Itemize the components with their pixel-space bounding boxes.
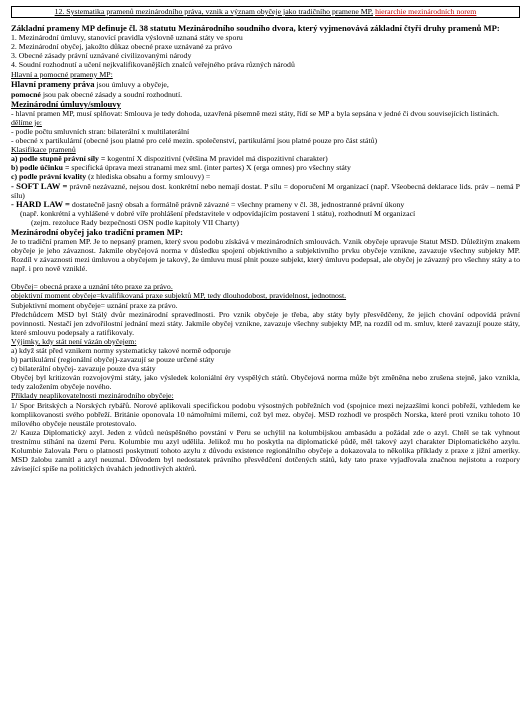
section-gap: [11, 273, 520, 282]
classification-rest: (z hlediska obsahu a formy smlouvy) =: [86, 172, 211, 182]
treaties-desc: - hlavní pramen MP, musí splňovat: Smlouva je tedy dohoda, uzavřená písemně mezi státy, řídí se MP a byla sepsána v jedné či dvou souvisejících listinách.: [11, 108, 499, 118]
intro-item: 3. Obecné zásady právní uznávané civilizovanými národy: [11, 51, 192, 61]
custom-definition: Obyčej= obecná praxe a uznání této praxe za právo.: [11, 282, 173, 292]
objective-moment: objektivní moment obyčeje=kvalifikovaná praxe subjektů MP, tedy dlouhodobost, pravidelnost, jednotnost.: [11, 291, 347, 301]
classification-bold: a) podle stupně právní síly =: [11, 154, 106, 164]
custom-heading: Mezinárodní obyčej jako tradiční pramen MP:: [11, 226, 183, 237]
intro-heading: Základní prameny MP definuje čl. 38 statutu Mezinárodního soudního dvora, který vyjmenovává základní čtyři druhy pramenů MP:: [11, 23, 500, 34]
title-main: 12. Systematika pramenů mezinárodního práva, vznik a význam obyčeje jako tradičního pramene MP,: [54, 7, 374, 16]
exceptions-label: Výjimky, kdy stát není vázán obyčejem:: [11, 336, 137, 346]
exception-item: b) partikulární (regionální obyčej)-zavazují se pouze určené státy: [11, 355, 215, 365]
division-label: dělíme je:: [11, 117, 42, 127]
soft-law: [11, 182, 520, 200]
division-item: - obecné x partikulární (obecné jsou platné pro celé mezin. společenství, partikulární jsou platné pouze pro část států): [11, 136, 378, 146]
sources-line1: [11, 79, 520, 90]
intro-item: 2. Mezinárodní obyčej, jakožto důkaz obecné praxe uznávané za právo: [11, 42, 233, 52]
classification-rest: specifická úprava mezi stranami mez sml. (inter partes) X (erga omnes) pro všechny státy: [69, 163, 351, 173]
sources-line1-bold: Hlavní prameny práva: [11, 78, 95, 89]
examples-heading: Příklady neaplikovatelnosti mezinárodního obyčeje:: [11, 391, 174, 401]
sources-heading: Hlavní a pomocné prameny MP:: [11, 69, 113, 79]
intro-item: 1. Mezinárodní úmluvy, stanovící pravidla výslovně uznaná státy ve sporu: [11, 33, 243, 43]
intro-item: 4. Soudní rozhodnutí a učení nejkvalifikovanějších znalců veřejného práva různých národů: [11, 60, 295, 70]
custom-paragraph: Je to tradiční pramen MP. Je to nepsaný pramen, který svou podobu získává v mezinárodních smlouvách. Vznik obyčeje upravuje Statut MSD. Důležitým znakem obyčeje je jeho závaznost. Jakmile obyčejová norma v důsledku spojení objektivního a subjektivního prvku obyčeje vznikne, zavazuje všechny subjekty MP. Rozdíl v závaznosti mezi úmluvou a obyčejem je takový, že úmluvu musí plnit pouze subjekt, který úmluvu podepsal, ale obyčej je závazný pro všechny státy a to např. i pro nově vzniklé.: [11, 236, 520, 274]
criticism-paragraph: Obyčej byl kritizován rozvojovými státy, jako výsledek koloniální éry vyspělých států. Obyčejová norma může být změněna nebo zrušena stejně, jako vznikla, tedy založením obyčeje nového.: [11, 373, 520, 392]
custom-paragraph-2: Předchůdcem MSD byl Stálý dvůr mezinárodní spravedlnosti. Pro vznik obyčeje je třeba, aby státy byly přesvědčeny, že jejich chování odpovídá právní povinnosti. Nestačí jen zdvořilostní jednání mezi státy. Jakmile obyčej vznikne, zavazuje všechny subjekty MP, na rozdíl od m. smluv, které zavazují pouze státy, které smlouvu podepsaly a ratifikovaly.: [11, 309, 520, 337]
classification-item: [11, 172, 520, 181]
sources-line2-rest: jsou pak obecné zásady a soudní rozhodnutí.: [40, 89, 183, 99]
sources-line1-rest: jsou úmluvy a obyčeje,: [94, 79, 169, 89]
exception-item: a) když stát před vznikem normy systematicky takové normě odporuje: [11, 346, 231, 356]
title-red-part: hierarchie mezinárodních norem: [375, 7, 477, 16]
classification-bold: b) podle účinku =: [11, 163, 70, 173]
sources-line2: [11, 90, 520, 99]
hard-law-note: (např. konkrétní a vyhlášené v dobré víře prohlášení představitele v odpovídajícím postavení 1 státu), rozhodnutí M organizací: [20, 208, 416, 218]
soft-law-rest: právně nezávazné, nejsou dost. konkrétní nebo nemají dostat. P sílu = doporučení M organizací (např. Všeobecná deklarace lids. práv – nemá P sílu): [11, 181, 520, 200]
hard-law: [11, 200, 520, 209]
hard-law-rest: dostatečně jasný obsah a formálně právně závazné = všechny prameny v čl. 38, jednostranné právní úkony: [69, 199, 405, 209]
soft-law-bold: - SOFT LAW =: [11, 180, 68, 191]
example-1: 1/ Spor Britských a Norských rybářů. Norové aplikovali specifickou podobu výsostných pobřežních vod (spojnice mezi nejzazšími konci pobřeží, vzhledem ke komplikovanosti svého pobřeží. Británie oponovala 10 námořními mílemi, což byl mez. obyčej. MSD rozhodl ve prospěch Norska, které proti vzniku tohoto 10 mílového obyčeje neustále protestovalo.: [11, 400, 520, 428]
intro-list: [11, 33, 520, 69]
subjective-moment: Subjektivní moment obyčeje= uznání praxe za právo.: [11, 300, 178, 310]
treaties-heading: Mezinárodní úmluvy/smlouvy: [11, 98, 121, 109]
classification-label: Klasifikace pramenů: [11, 145, 76, 155]
classification-bold: c) podle právní kvality: [11, 172, 87, 182]
example-2: 2/ Kauza Diplomatický azyl. Jeden z vůdců neúspěšného povstání v Peru se uchýlil na kolumbijskou ambasádu a požádal zde o azyl. Chtěl se tak vyhnout trestnímu stíhání na území Peru. Kolumbie mu azyl udělila. Jelikož mu ho poskytla na diplomatické půdě, měl takový azyl charakter Diplomatického azylu. Kolumbie žalovala Peru o platnosti poskytnutí tohoto azylu z důvodu existence regionálního obyčeje a dokazovala to několika příklady z praxe z jižní ameriky. MSD žalobu zamítl a azyl neuznal. Důvodem byl nedostatek právního přesvědčení dotčených států, kdy tato praxe vyjadřovala značnou nejistotu a rozpory závisející spíše na politických úvahách jednotlivých aktérů.: [11, 427, 520, 474]
hard-law-bold: - HARD LAW =: [11, 198, 70, 209]
exception-item: c) bilaterální obyčej- zavazuje pouze dva státy: [11, 364, 156, 374]
document-title: [11, 6, 520, 18]
classification-item: [11, 154, 520, 163]
division-item: - podle počtu smluvních stran: bilaterální x multilaterální: [11, 126, 190, 136]
hard-law-note: (zejm. rezoluce Rady bezpečnosti OSN podle kapitoly VII Charty): [31, 217, 239, 227]
classification-rest: kogentní X dispozitivní (většina M pravidel má dispozitivní charakter): [105, 154, 328, 164]
classification-item: [11, 163, 520, 172]
sources-line2-bold: pomocné: [11, 89, 41, 99]
